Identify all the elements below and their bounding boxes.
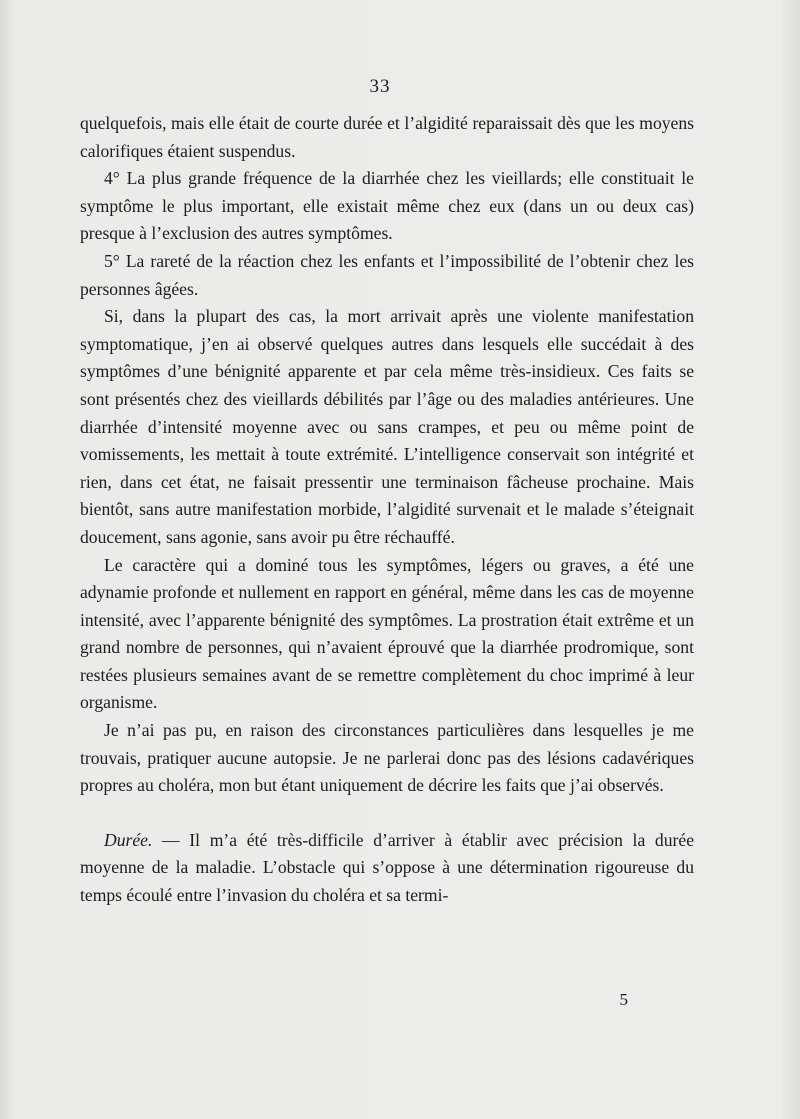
section-label-duree: Durée. <box>104 829 153 850</box>
paragraph-continuation: quelquefois, mais elle était de courte durée et l’algidité reparaissait dès que les moyens calorifiques étaient suspendus. <box>80 113 694 161</box>
paragraph-point-4: 4° La plus grande fréquence de la diarrhée chez les vieillards; elle constituait le symptôme le plus important, elle existait même chez eux (dans un ou deux cas) presque à l’exclusion des autres symptômes. <box>80 168 694 244</box>
signature-mark: 5 <box>619 990 628 1009</box>
paragraph-autopsy: Je n’ai pas pu, en raison des circonstances particulières dans lesquelles je me trouvais, pratiquer aucune autopsie. Je ne parlerai donc pas des lésions cadavériques propres au choléra, mon but étant uniquement de décrire les faits que j’ai observés. <box>80 720 694 796</box>
paragraph-duree-text: — Il m’a été très-difficile d’arriver à établir avec précision la durée moyenne de la maladie. L’obstacle qui s’oppose à une détermination rigoureuse du temps écoulé entre l’invasion du choléra et sa termi- <box>80 829 694 906</box>
paragraph-insidious-cases: Si, dans la plupart des cas, la mort arrivait après une violente manifestation symptomatique, j’en ai observé quelques autres dans lesquels elle succédait à des symptômes d’une bénignité apparente et par cela même très-insidieux. Ces faits se sont présentés chez des vieillards débilités par l’âge ou des maladies antérieures. Une diarrhée d’intensité moyenne avec ou sans crampes, et peu ou même point de vomissements, les mettait à toute extrémité. L’intelligence conservait son intégrité et rien, dans cet état, ne faisait pressentir une terminaison fâcheuse prochaine. Mais bientôt, sans autre manifestation morbide, l’algidité survenait et le malade s’éteignait doucement, sans agonie, sans avoir pu être réchauffé. <box>80 306 694 547</box>
body-text <box>80 110 694 910</box>
page-number: 33 <box>369 76 391 97</box>
paragraph-duree <box>80 827 694 910</box>
paragraph-adynamia: Le caractère qui a dominé tous les symptômes, légers ou graves, a été une adynamie profonde et nullement en rapport en général, même dans les cas de moyenne intensité, avec l’apparente bénignité des symptômes. La prostration était extrême et un grand nombre de personnes, qui n’avaient éprouvé que la diarrhée prodromique, sont restées plusieurs semaines avant de se remettre complètement du choc imprimé à leur organisme. <box>80 554 694 713</box>
paragraph-point-5: 5° La rareté de la réaction chez les enfants et l’impossibilité de l’obtenir chez les personnes âgées. <box>80 250 694 299</box>
